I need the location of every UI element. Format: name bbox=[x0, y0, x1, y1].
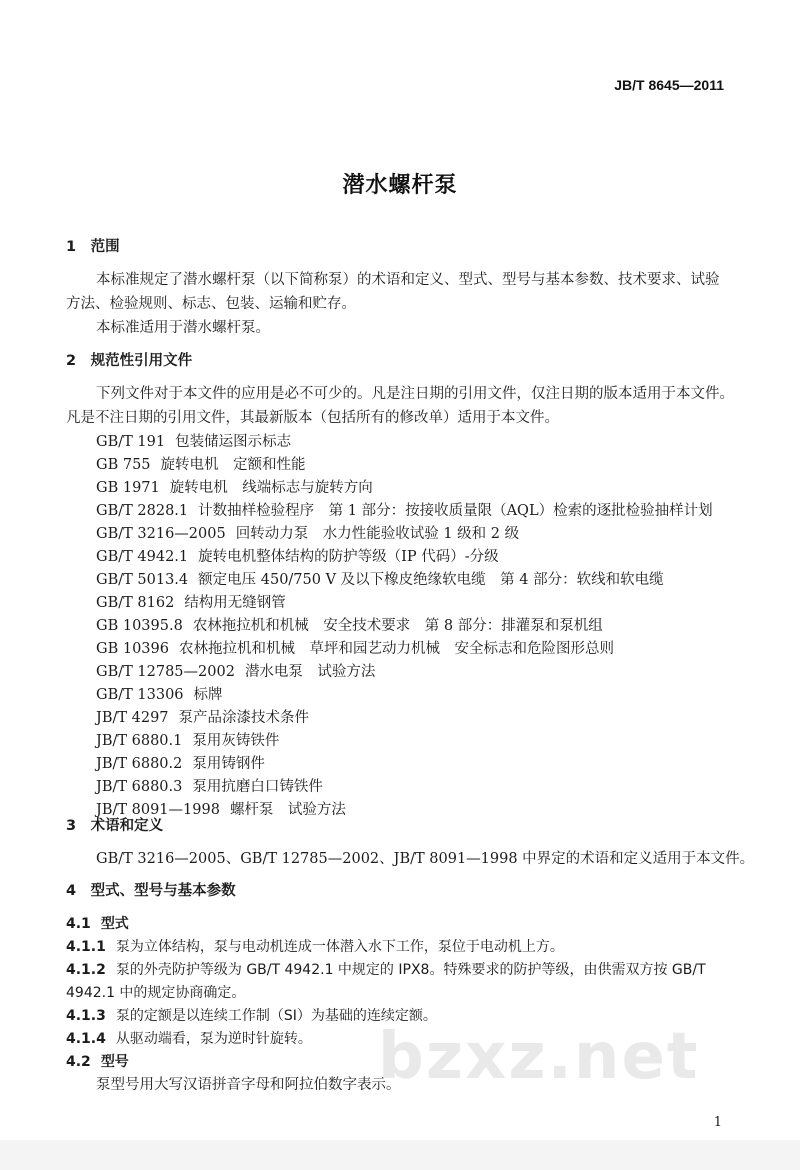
reference-item bbox=[96, 502, 713, 520]
clause-4-1-2-continuation: 4942.1 中的规定协商确定。 bbox=[66, 985, 246, 1001]
clause-4-2-para: 泵型号用大写汉语拼音字母和阿拉伯数字表示。 bbox=[96, 1077, 401, 1093]
reference-code: GB/T 191 bbox=[96, 434, 166, 450]
reference-code: GB/T 4942.1 bbox=[96, 549, 189, 565]
reference-code: GB 1971 bbox=[96, 480, 160, 496]
reference-code: GB/T 2828.1 bbox=[96, 503, 189, 519]
reference-title: 结构用无缝钢管 bbox=[184, 595, 286, 611]
clause-4-1-2 bbox=[66, 961, 706, 979]
reference-item bbox=[96, 433, 291, 451]
reference-title: 泵用铸钢件 bbox=[192, 756, 265, 772]
clause-number: 4.1.1 bbox=[66, 939, 106, 955]
reference-title: 农林拖拉机和机械 安全技术要求 第 8 部分：排灌泵和泵机组 bbox=[192, 618, 603, 634]
reference-item bbox=[96, 686, 223, 704]
reference-code: JB/T 6880.1 bbox=[96, 733, 183, 749]
reference-item bbox=[96, 594, 286, 612]
document-title: 潜水螺杆泵 bbox=[342, 173, 458, 198]
section-2-intro-line-2: 凡是不注日期的引用文件，其最新版本（包括所有的修改单）适用于本文件。 bbox=[66, 410, 559, 426]
reference-item bbox=[96, 640, 614, 658]
reference-code: JB/T 6880.3 bbox=[96, 779, 183, 795]
section-1-para-1-line-2: 方法、检验规则、标志、包装、运输和贮存。 bbox=[66, 296, 356, 312]
clause-number: 4.1.3 bbox=[66, 1008, 106, 1024]
reference-title: 泵用抗磨白口铸铁件 bbox=[192, 779, 323, 795]
clause-number: 4.1.4 bbox=[66, 1031, 106, 1047]
section-4-heading: 4 型式、型号与基本参数 bbox=[66, 883, 236, 899]
clause-text: 泵为立体结构，泵与电动机连成一体潜入水下工作，泵位于电动机上方。 bbox=[115, 939, 564, 955]
section-2-intro-line-1: 下列文件对于本文件的应用是必不可少的。凡是注日期的引用文件，仅注日期的版本适用于本文件。 bbox=[96, 386, 734, 402]
reference-item bbox=[96, 456, 306, 474]
site-watermark: bzxz.net bbox=[378, 1020, 700, 1094]
clause-4-1-heading bbox=[66, 915, 139, 933]
clause-number: 4.2 bbox=[66, 1054, 91, 1070]
reference-title: 泵产品涂漆技术条件 bbox=[178, 710, 310, 726]
clause-number: 4.1.2 bbox=[66, 962, 106, 978]
reference-code: JB/T 6880.2 bbox=[96, 756, 183, 772]
reference-title: 额定电压 450/750 V 及以下橡皮绝缘软电缆 第 4 部分：软线和软电缆 bbox=[198, 572, 664, 588]
reference-item bbox=[96, 732, 279, 750]
section-1-para-2: 本标准适用于潜水螺杆泵。 bbox=[96, 320, 270, 336]
reference-title: 螺杆泵 试验方法 bbox=[229, 802, 346, 818]
reference-item bbox=[96, 755, 265, 773]
reference-title: 回转动力泵 水力性能验收试验 1 级和 2 级 bbox=[235, 526, 520, 542]
clause-title: 型号 bbox=[100, 1054, 129, 1070]
reference-item bbox=[96, 617, 603, 635]
reference-title: 泵用灰铸铁件 bbox=[192, 733, 280, 749]
reference-code: GB 10396 bbox=[96, 641, 169, 657]
reference-title: 旋转电机整体结构的防护等级（IP 代码）-分级 bbox=[198, 549, 499, 565]
reference-code: JB/T 4297 bbox=[96, 710, 169, 726]
page-number: 1 bbox=[713, 1115, 722, 1130]
section-2-heading: 2 规范性引用文件 bbox=[66, 353, 193, 369]
reference-item bbox=[96, 709, 309, 727]
clause-number: 4.1 bbox=[66, 916, 91, 932]
clause-4-2-heading bbox=[66, 1053, 139, 1071]
reference-code: GB/T 5013.4 bbox=[96, 572, 189, 588]
clause-text: 从驱动端看，泵为逆时针旋转。 bbox=[115, 1031, 312, 1047]
reference-item bbox=[96, 663, 375, 681]
clause-4-1-4 bbox=[66, 1030, 312, 1048]
page-bottom-edge bbox=[0, 1140, 800, 1170]
section-1-para-1-line-1: 本标准规定了潜水螺杆泵（以下简称泵）的术语和定义、型式、型号与基本参数、技术要求、试验 bbox=[96, 272, 720, 288]
reference-title: 旋转电机 定额和性能 bbox=[160, 457, 306, 473]
reference-title: 计数抽样检验程序 第 1 部分：按接收质量限（AQL）检索的逐批检验抽样计划 bbox=[198, 503, 713, 519]
section-1-heading: 1 范围 bbox=[66, 239, 120, 255]
reference-item bbox=[96, 778, 323, 796]
section-3-para-1: GB/T 3216—2005、GB/T 12785—2002、JB/T 8091—1998 中界定的术语和定义适用于本文件。 bbox=[96, 851, 755, 867]
reference-code: GB 10395.8 bbox=[96, 618, 183, 634]
reference-item bbox=[96, 525, 519, 543]
clause-text: 泵的定额是以连续工作制（SI）为基础的连续定额。 bbox=[115, 1008, 437, 1024]
reference-code: JB/T 8091—1998 bbox=[96, 802, 220, 818]
reference-code: GB/T 8162 bbox=[96, 595, 175, 611]
reference-item bbox=[96, 548, 499, 566]
clause-text: 泵的外壳防护等级为 GB/T 4942.1 中规定的 IPX8。特殊要求的防护等级，由供需双方按 GB/T bbox=[115, 962, 706, 978]
reference-code: GB/T 3216—2005 bbox=[96, 526, 226, 542]
reference-item bbox=[96, 479, 373, 497]
reference-title: 标牌 bbox=[193, 687, 223, 703]
reference-title: 潜水电泵 试验方法 bbox=[244, 664, 376, 680]
clause-4-1-1 bbox=[66, 938, 564, 956]
reference-title: 包装储运图示标志 bbox=[175, 434, 292, 450]
standard-code: JB/T 8645—2011 bbox=[614, 77, 724, 93]
reference-title: 旋转电机 线端标志与旋转方向 bbox=[169, 480, 373, 496]
reference-code: GB/T 12785—2002 bbox=[96, 664, 235, 680]
section-3-heading: 3 术语和定义 bbox=[66, 818, 164, 834]
reference-title: 农林拖拉机和机械 草坪和园艺动力机械 安全标志和危险图形总则 bbox=[178, 641, 614, 657]
reference-code: GB/T 13306 bbox=[96, 687, 184, 703]
clause-title: 型式 bbox=[100, 916, 129, 932]
reference-code: GB 755 bbox=[96, 457, 151, 473]
reference-item bbox=[96, 571, 664, 589]
